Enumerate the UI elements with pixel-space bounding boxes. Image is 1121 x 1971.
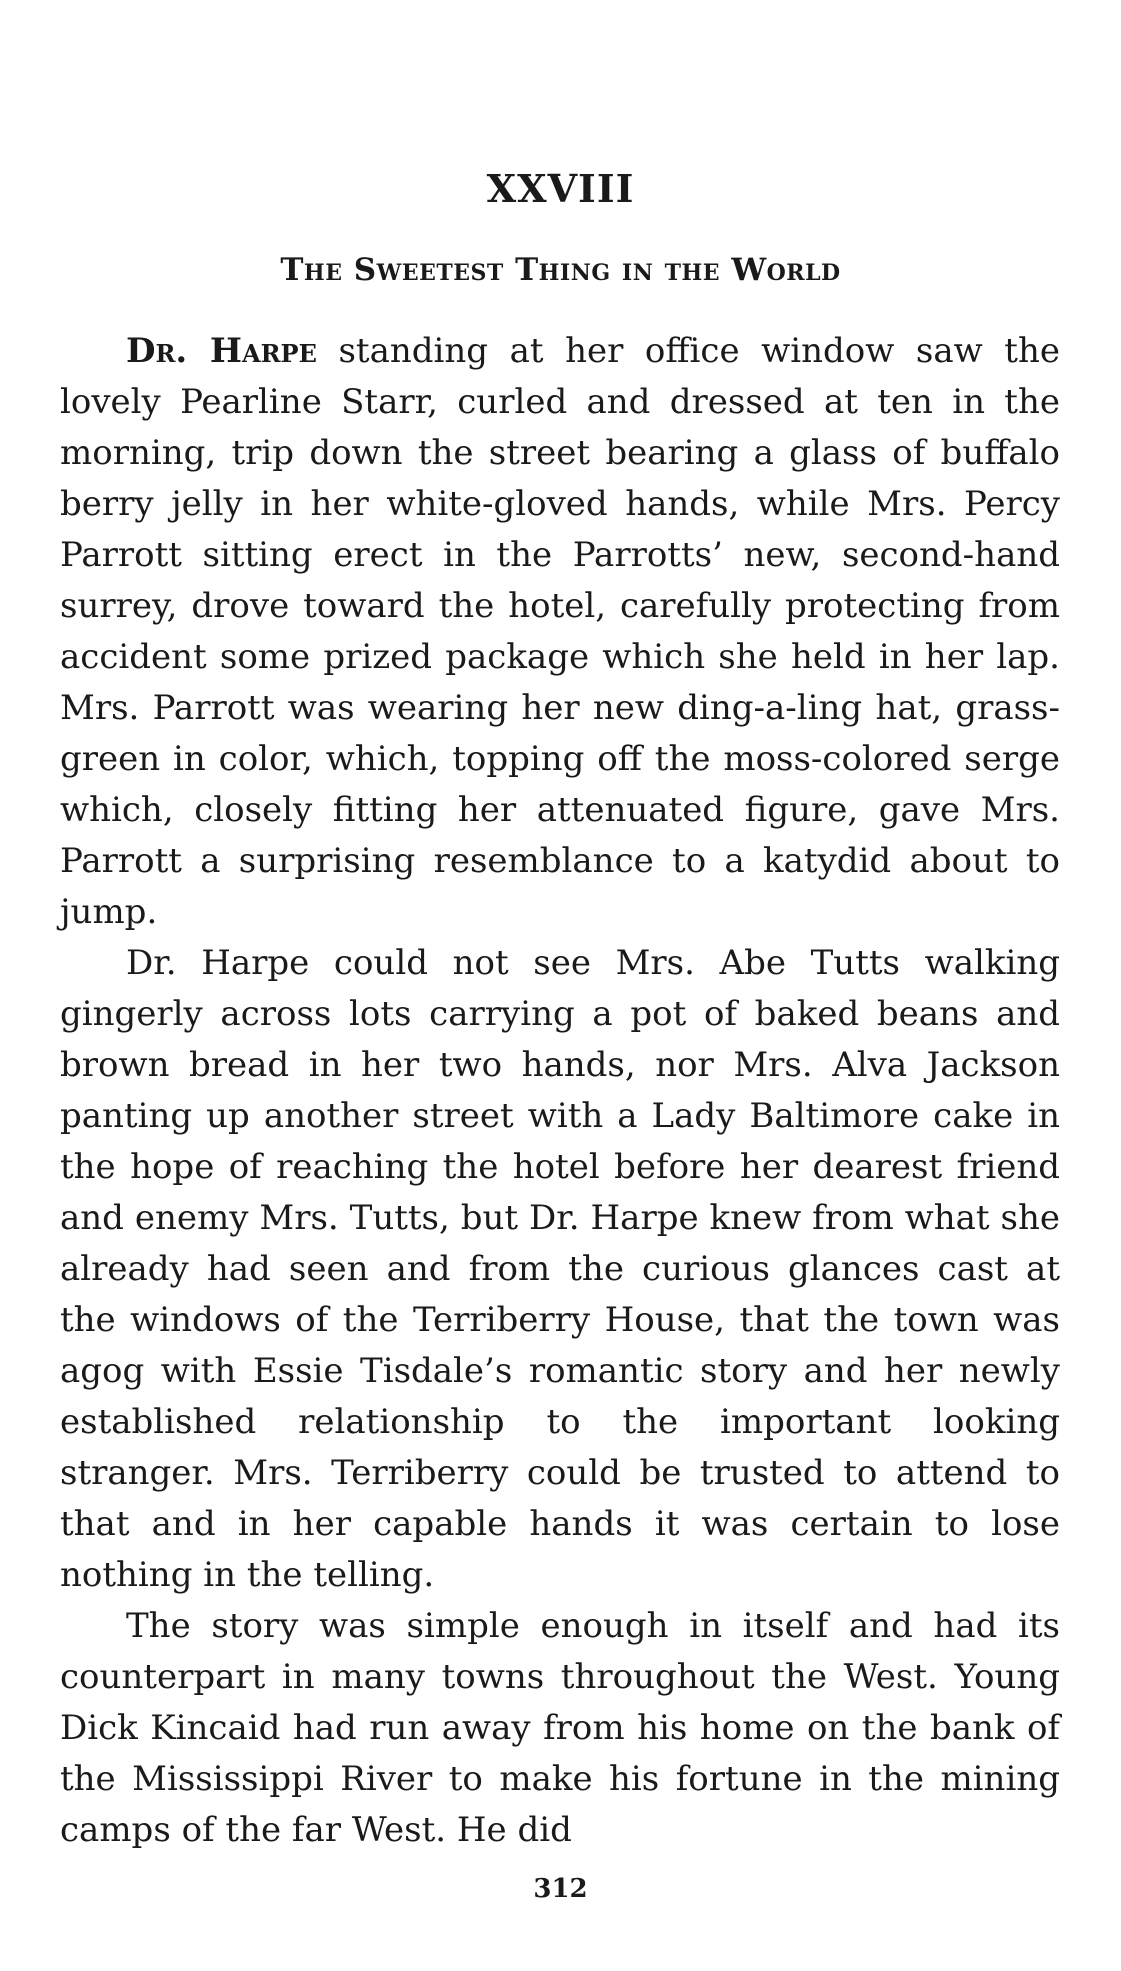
paragraph-1 — [60, 326, 1060, 938]
paragraph-3: The story was simple enough in itself and had its counterpart in many towns throughout the West. Young Dick Kincaid had run away from his home on the bank of the Mississippi River to make his fortune in the mining camps of the far West. He did — [60, 1606, 1060, 1850]
paragraph-lead: Dr. Harpe — [126, 331, 317, 371]
chapter-number: XXVIII — [486, 166, 635, 211]
chapter-title: The Sweetest Thing in the World — [280, 252, 841, 288]
body-text — [60, 326, 1060, 1856]
page-number: 312 — [533, 1874, 588, 1904]
paragraph-2: Dr. Harpe could not see Mrs. Abe Tutts walking gingerly across lots carrying a pot of baked beans and brown bread in her two hands, nor Mrs. Alva Jackson panting up another street with a Lady Baltimore cake in the hope of reaching the hotel before her dearest friend and enemy Mrs. Tutts, but Dr. Harpe knew from what she already had seen and from the curious glances cast at the windows of the Terriberry House, that the town was agog with Essie Tisdale’s romantic story and her newly established relationship to the important looking stranger. Mrs. Terriberry could be trusted to attend to that and in her capable hands it was certain to lose nothing in the telling. — [60, 943, 1060, 1595]
paragraph-text: standing at her office window saw the lovely Pearline Starr, curled and dressed at ten in the morning, trip down the street bearing a glass of buffalo berry jelly in her white-gloved hands, while Mrs. Percy Parrott sitting erect in the Parrotts’ new, second-hand surrey, drove toward the hotel, carefully protecting from accident some prized package which she held in her lap. Mrs. Parrott was wearing her new ding-a-ling hat, grass-green in color, which, topping off the moss-colored serge which, closely fitting her attenuated figure, gave Mrs. Parrott a surprising resemblance to a katydid about to jump. — [60, 331, 1060, 932]
